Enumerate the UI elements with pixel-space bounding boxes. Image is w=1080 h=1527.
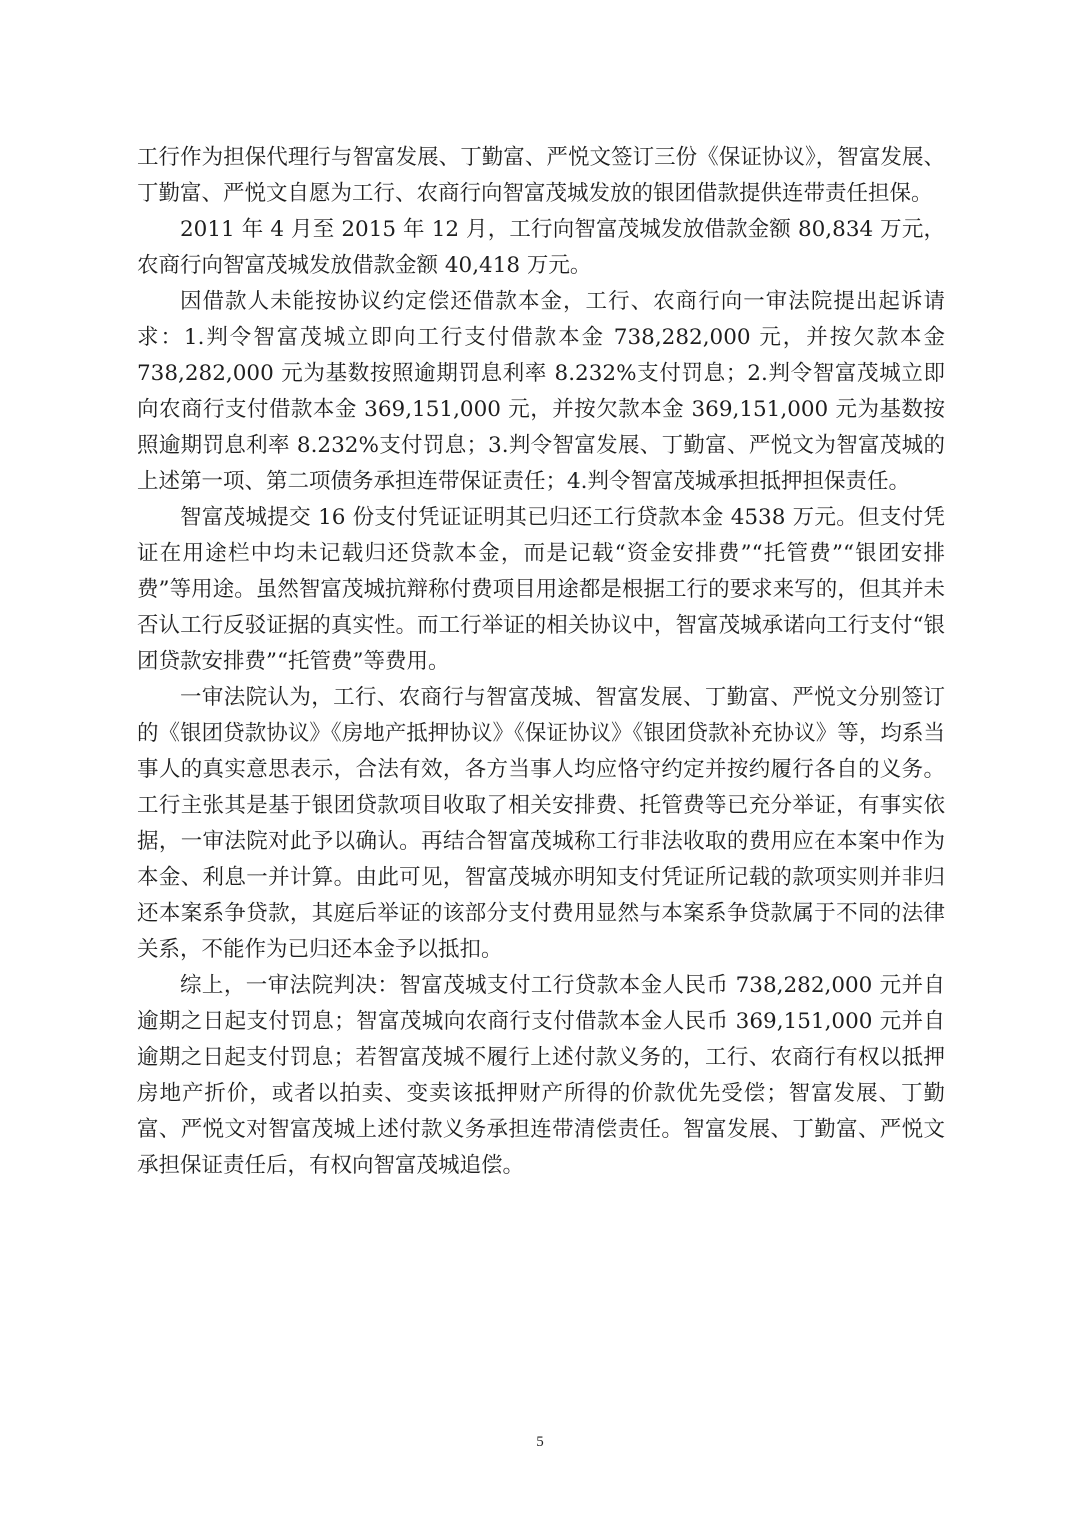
paragraph-loan-amounts: 2011 年 4 月至 2015 年 12 月，工行向智富茂城发放借款金额 80,834 万元，农商行向智富茂城发放借款金额 40,418 万元。	[137, 217, 945, 278]
document-body	[137, 140, 945, 1184]
page-number: 5	[536, 1434, 544, 1450]
paragraph-judgment: 综上，一审法院判决：智富茂城支付工行贷款本金人民币 738,282,000 元并自逾期之日起支付罚息；智富茂城向农商行支付借款本金人民币 369,151,000 元并自逾期之日起支付罚息；若智富茂城不履行上述付款义务的，工行、农商行有权以抵押房地产折价，或者以拍卖、变卖该抵押财产所得的价款优先受偿；智富发展、丁勤富、严悦文对智富茂城上述付款义务承担连带清偿责任。智富发展、丁勤富、严悦文承担保证责任后，有权向智富茂城追偿。	[137, 973, 945, 1178]
paragraph-claims: 因借款人未能按协议约定偿还借款本金，工行、农商行向一审法院提出起诉请求：1.判令智富茂城立即向工行支付借款本金 738,282,000 元，并按欠款本金 738,282,000 元为基数按照逾期罚息利率 8.232%支付罚息；2.判令智富茂城立即向农商行支付借款本金 369,151,000 元，并按欠款本金 369,151,000 元为基数按照逾期罚息利率 8.232%支付罚息；3.判令智富发展、丁勤富、严悦文为智富茂城的上述第一项、第二项债务承担连带保证责任；4.判令智富茂城承担抵押担保责任。	[137, 289, 945, 494]
paragraph-payment-vouchers: 智富茂城提交 16 份支付凭证证明其已归还工行贷款本金 4538 万元。但支付凭证在用途栏中均未记载归还贷款本金，而是记载“资金安排费”“托管费”“银团安排费”等用途。虽然智富茂城抗辩称付费项目用途都是根据工行的要求来写的，但其并未否认工行反驳证据的真实性。而工行举证的相关协议中，智富茂城承诺向工行支付“银团贷款安排费”“托管费”等费用。	[137, 505, 945, 674]
paragraph-court-opinion: 一审法院认为，工行、农商行与智富茂城、智富发展、丁勤富、严悦文分别签订的《银团贷款协议》《房地产抵押协议》《保证协议》《银团贷款补充协议》等，均系当事人的真实意思表示，合法有效，各方当事人均应恪守约定并按约履行各自的义务。工行主张其是基于银团贷款项目收取了相关安排费、托管费等已充分举证，有事实依据，一审法院对此予以确认。再结合智富茂城称工行非法收取的费用应在本案中作为本金、利息一并计算。由此可见，智富茂城亦明知支付凭证所记载的款项实则并非归还本案系争贷款，其庭后举证的该部分支付费用显然与本案系争贷款属于不同的法律关系，不能作为已归还本金予以抵扣。	[137, 685, 945, 962]
paragraph-continuation: 工行作为担保代理行与智富发展、丁勤富、严悦文签订三份《保证协议》，智富发展、丁勤富、严悦文自愿为工行、农商行向智富茂城发放的银团借款提供连带责任担保。	[137, 145, 945, 206]
